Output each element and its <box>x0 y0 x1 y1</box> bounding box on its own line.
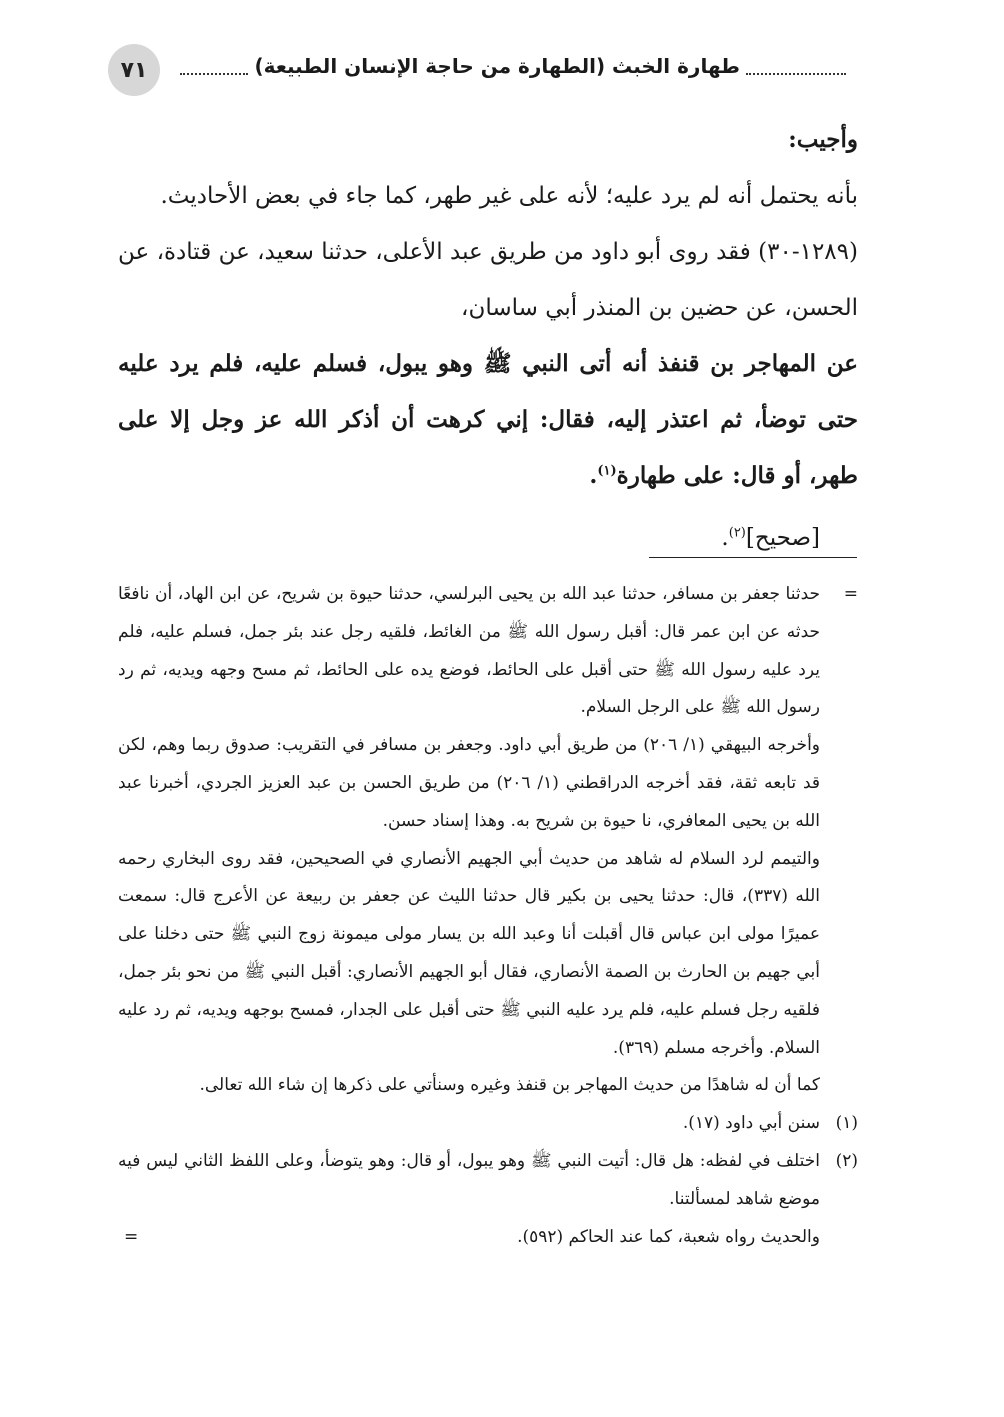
isnad-paragraph: (١٢٨٩-٣٠) فقد روى أبو داود من طريق عبد الأعلى، حدثنا سعيد، عن قتادة، عن الحسن، عن حضين بن المنذر أبي ساسان، <box>118 239 858 321</box>
footnote-1 <box>118 1105 858 1143</box>
hadith-text: عن المهاجر بن قنفذ أنه أتى النبي ﷺ وهو يبول، فسلم عليه، فلم يرد عليه حتى توضأ، ثم اعتذر إليه، فقال: إني كرهت أن أذكر الله عز وجل إلا على طهر، أو قال: على طهارة <box>118 350 859 489</box>
answer-paragraph: بأنه يحتمل أنه لم يرد عليه؛ لأنه على غير طهر، كما جاء في بعض الأحاديث. <box>160 183 858 209</box>
footnote-continuation <box>118 576 858 727</box>
footnote-divider <box>649 557 857 558</box>
footnote-para-1: حدثنا جعفر بن مسافر، حدثنا عبد الله بن يحيى البرلسي، حدثنا حيوة بن شريح، عن ابن الهاد، أن نافعًا حدثه عن ابن عمر قال: أقبل رسول الله ﷺ من الغائط، فلقيه رجل عند بئر جمل، فسلم عليه، فلم يرد عليه رسول الله ﷺ حتى أقبل على الحائط، فوضع يده على الحائط، ثم مسح وجهه ويديه، ثم رد رسول الله ﷺ على الرجل السلام. <box>118 584 820 718</box>
running-title-bar <box>174 54 852 78</box>
dotted-leader-right <box>746 57 846 75</box>
verdict-text: [صحيح] <box>745 525 820 551</box>
footnote-para-2: وأخرجه البيهقي (١/ ٢٠٦) من طريق أبي داود. وجعفر بن مسافر في التقريب: صدوق ربما وهم، لكن قد تابعه ثقة، فقد أخرجه الدراقطني (١/ ٢٠٦) من طريق الحسن بن عبد العزيز الجردي، أخبرنا عبد الله بن يحيى المعافري، نا حيوة بن شريح به. وهذا إسناد حسن. <box>118 735 820 831</box>
running-title: طهارة الخبث (الطهارة من حاجة الإنسان الطبيعة) <box>254 54 740 78</box>
footnote-1-number: (١) <box>835 1113 858 1134</box>
continuation-mark: = <box>843 584 858 604</box>
hadith-end: . <box>589 462 598 489</box>
footnote-2-number: (٢) <box>835 1150 858 1171</box>
footnote-2-continuation <box>118 1219 858 1257</box>
footnote-2-last-line: والحديث رواه شعبة، كما عند الحاكم (٥٩٢). <box>517 1226 820 1247</box>
footnote-para-4: كما أن له شاهدًا من حديث المهاجر بن قنفذ وغيره وسنأتي على ذكرها إن شاء الله تعالى. <box>199 1075 820 1096</box>
main-text <box>118 112 858 566</box>
footnote-2 <box>118 1143 858 1219</box>
footnotes <box>118 576 858 1256</box>
footnote-ref-1[interactable]: (١) <box>597 463 617 479</box>
page-number: ٧١ <box>108 44 160 96</box>
dotted-leader-left <box>180 57 248 75</box>
footnote-ref-2[interactable]: (٢) <box>728 525 746 541</box>
footnote-2-text: اختلف في لفظه: هل قال: أتيت النبي ﷺ وهو يبول، أو قال: وهو يتوضأ، وعلى اللفظ الثاني ليس فيه موضع شاهد لمسألتنا. <box>118 1150 820 1209</box>
footnote-para-3: والتيمم لرد السلام له شاهد من حديث أبي الجهيم الأنصاري في الصحيحين، فقد روى البخاري رحمه الله (٣٣٧)، قال: حدثنا يحيى بن بكير قال حدثنا الليث عن جعفر بن ربيعة عن الأعرج قال: سمعت عميرًا مولى ابن عباس قال أقبلت أنا وعبد الله بن يسار مولى ميمونة زوج النبي ﷺ حتى دخلنا على أبي جهيم بن الحارث بن الصمة الأنصاري، فقال أبو الجهيم الأنصاري: أقبل النبي ﷺ من نحو بئر جمل، فلقيه رجل فسلم عليه، فلم يرد عليه النبي ﷺ حتى أقبل على الجدار، فمسح بوجهه ويديه، ثم رد عليه السلام. وأخرجه مسلم (٣٦٩). <box>118 848 820 1058</box>
page-header <box>108 44 852 96</box>
answer-heading: وأجيب: <box>788 126 858 153</box>
verdict-end: . <box>721 525 729 551</box>
next-page-mark: = <box>124 1226 139 1247</box>
hadith-paragraph <box>118 336 858 504</box>
footnote-1-text: سنن أبي داود (١٧). <box>682 1113 820 1134</box>
